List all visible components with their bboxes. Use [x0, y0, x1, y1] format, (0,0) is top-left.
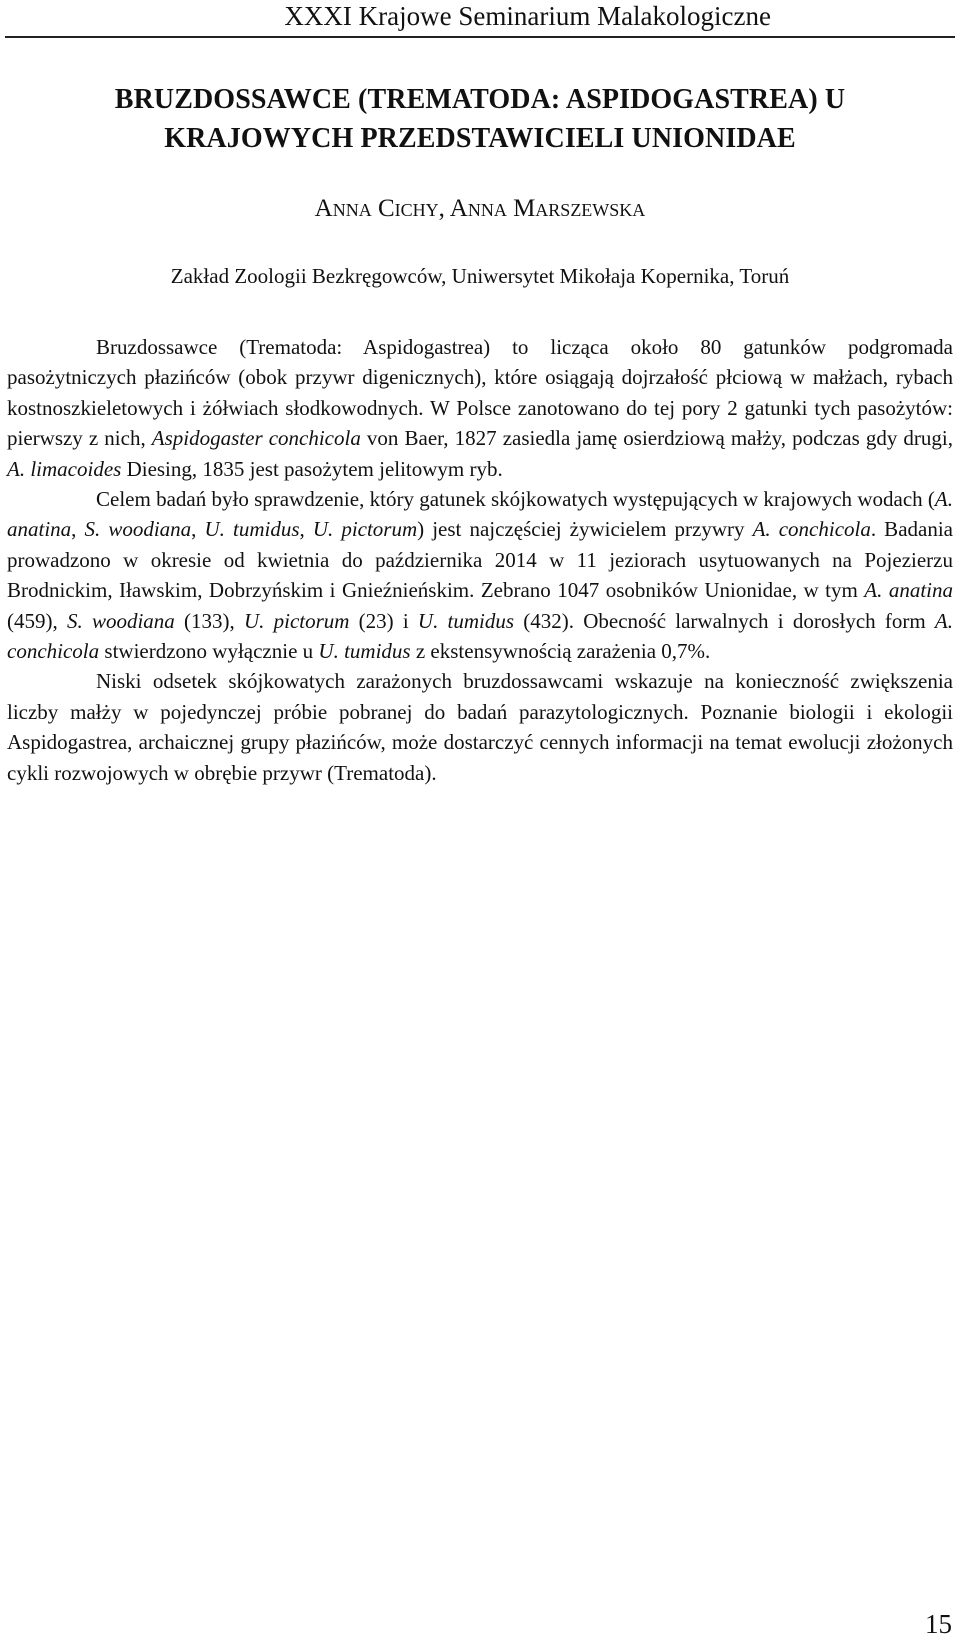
text-run: Niski odsetek skójkowatych zarażonych bruzdossawcami wskazuje na konieczność zwiększenia liczby małży w pojedynczej próbie pobranej do badań parazytologicznych. Poznanie biologii i ekologii Aspidogastrea, archaicznej grupy płazińców, może dostarczyć cennych informacji na temat ewolucji złożonych cykli rozwojowych w obrębie przywr (Trematoda).	[7, 669, 953, 785]
species-name: A. conchicola	[752, 517, 871, 542]
species-name: U. tumidus	[204, 517, 300, 542]
text-run: ,	[299, 517, 313, 542]
text-run: z ekstensywnością zarażenia 0,7%.	[410, 639, 711, 664]
author-list: Anna Cichy, Anna Marszewska	[314, 195, 646, 222]
species-name: A. conchicola	[7, 608, 953, 664]
text-run: ,	[191, 517, 205, 542]
species-name: U. tumidus	[417, 608, 515, 633]
page-number: 15	[925, 1609, 952, 1639]
text-run: . Badania prowadzono w okresie od kwietnia do października 2014 w 11 jeziorach usytuowanych na Pojezierzu Brodnickim, Iławskim, Dobrzyńskim i Gnieźnieńskim. Zebrano 1047 osobników Unionidae, w tym	[7, 517, 953, 603]
running-header-text: XXXI Krajowe Seminarium Malakologiczne	[284, 1, 771, 31]
species-name: A. anatina	[864, 578, 954, 603]
species-name: U. pictorum	[312, 517, 418, 542]
text-run: (133),	[174, 608, 244, 633]
species-name: A. limacoides	[7, 456, 122, 481]
text-run: stwierdzono wyłącznie u	[99, 639, 319, 664]
text-run: Bruzdossawce (Trematoda: Aspidogastrea) to licząca około 80 gatunków podgromada pasożytniczych płazińców (obok przywr digenicznych), które osiągają dojrzałość płciową w małżach, rybach kostnoszkieletowych i żółwiach słodkowodnych. W Polsce zanotowano do tej pory 2 gatunki tych pasożytów: pierwszy z nich,	[7, 335, 953, 451]
text-run: ,	[71, 517, 85, 542]
title-line-1: BRUZDOSSAWCE (TREMATODA: ASPIDOGASTREA) U	[114, 84, 846, 115]
species-name: Aspidogaster conchicola	[151, 426, 361, 451]
paper-title	[0, 80, 960, 158]
text-run: (459),	[7, 608, 67, 633]
text-run: ) jest najczęściej żywicielem przywry	[417, 517, 753, 542]
abstract-body	[7, 332, 953, 788]
text-run: Diesing, 1835 jest pasożytem jelitowym ryb.	[121, 456, 503, 481]
species-name: A. anatina	[7, 487, 953, 542]
paragraph-3	[7, 666, 953, 788]
text-run: (23) i	[349, 608, 418, 633]
running-header	[5, 0, 955, 38]
paragraph-2	[7, 484, 953, 666]
species-name: S. woodiana	[84, 517, 192, 542]
text-run: Celem badań było sprawdzenie, który gatunek skójkowatych występujących w krajowych wodach (	[96, 487, 935, 512]
text-run: von Baer, 1827 zasiedla jamę osierdziową małży, podczas gdy drugi,	[360, 426, 953, 451]
affiliation: Zakład Zoologii Bezkręgowców, Uniwersytet Mikołaja Kopernika, Toruń	[170, 264, 790, 288]
species-name: U. pictorum	[243, 608, 350, 633]
species-name: U. tumidus	[318, 639, 411, 664]
title-line-2: KRAJOWYCH PRZEDSTAWICIELI UNIONIDAE	[164, 123, 796, 154]
paragraph-1	[7, 332, 953, 484]
species-name: S. woodiana	[66, 608, 175, 633]
text-run: (432). Obecność larwalnych i dorosłych form	[514, 608, 935, 633]
